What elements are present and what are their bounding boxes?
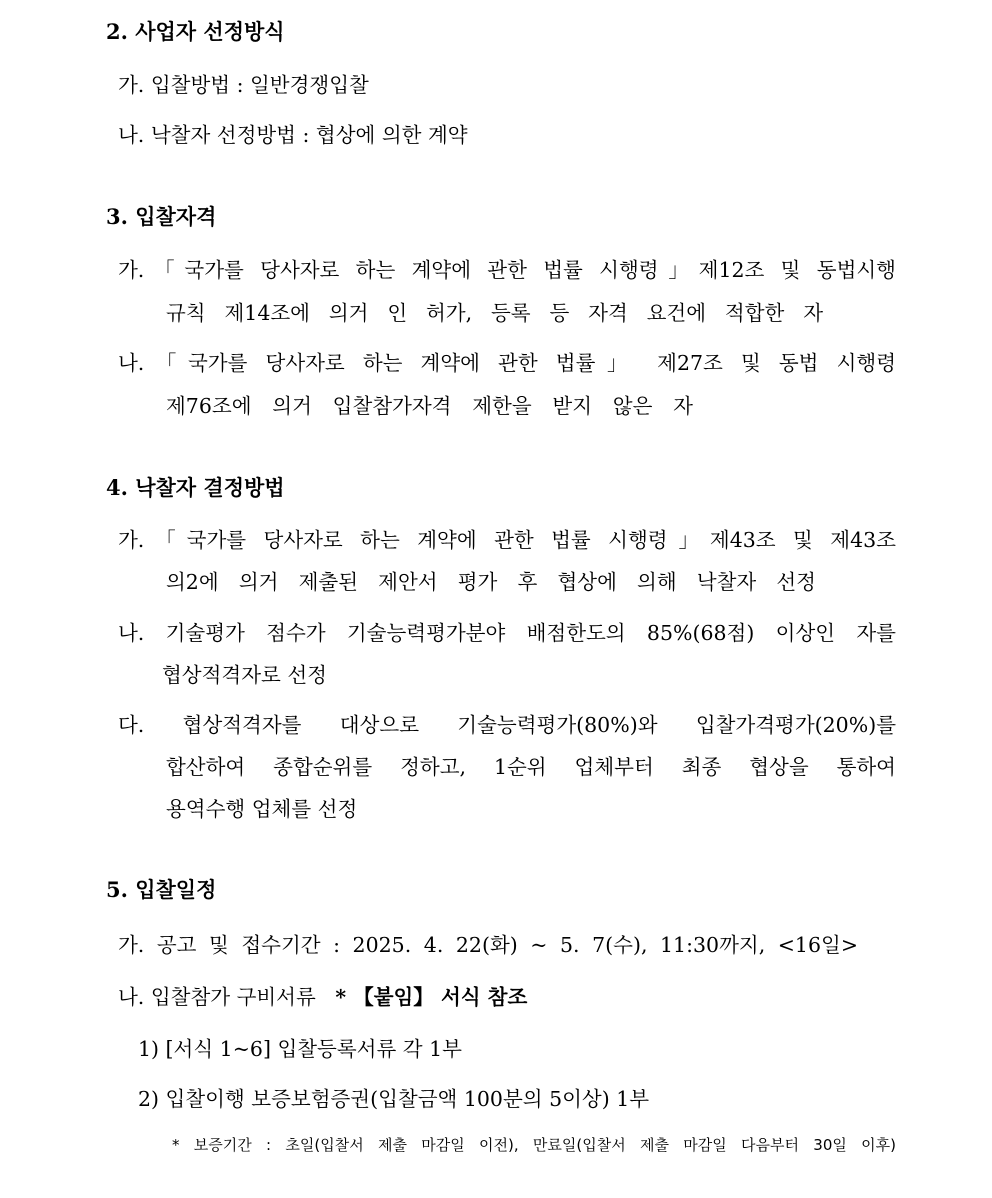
section-2-title: 2. 사업자 선정방식 — [106, 19, 285, 44]
section-4-item-ga-line2: 의2에 의거 제출된 제안서 평가 후 협상에 의해 낙찰자 선정 — [166, 570, 816, 594]
section-4-item-da-line1: 다. 협상적격자를 대상으로 기술능력평가(80%)와 입찰가격평가(20%)를 — [118, 713, 896, 737]
section-3-item-na-line1: 나.「국가를 당사자로 하는 계약에 관한 법률」 제27조 및 동법 시행령 — [118, 351, 896, 375]
section-4-item-da-line3: 용역수행 업체를 선정 — [166, 797, 358, 821]
section-2-item-ga: 가. 입찰방법 : 일반경쟁입찰 — [118, 73, 369, 97]
section-4-item-na-line1: 나. 기술평가 점수가 기술능력평가분야 배점한도의 85%(68점) 이상인 자를 — [118, 621, 896, 645]
section-2-item-na: 나. 낙찰자 선정방법 : 협상에 의한 계약 — [118, 123, 468, 147]
section-5-item-na-reference: * 【붙임】 서식 참조 — [335, 985, 528, 1009]
section-4-item-da-line2: 합산하여 종합순위를 정하고, 1순위 업체부터 최종 협상을 통하여 — [166, 755, 896, 779]
section-5-subitem-2: 2) 입찰이행 보증보험증권(입찰금액 100분의 5이상) 1부 — [138, 1087, 650, 1111]
section-5-item-na — [118, 983, 527, 1011]
section-3-item-ga-line1: 가.「국가를 당사자로 하는 계약에 관한 법률 시행령」제12조 및 동법시행 — [118, 258, 896, 282]
section-5-subitem-1: 1) [서식 1~6] 입찰등록서류 각 1부 — [138, 1037, 462, 1061]
section-3-item-na-line2: 제76조에 의거 입찰참가자격 제한을 받지 않은 자 — [166, 394, 693, 418]
section-5-item-na-text: 나. 입찰참가 구비서류 — [118, 985, 316, 1009]
section-5-title: 5. 입찰일정 — [106, 877, 217, 902]
section-4-title: 4. 낙찰자 결정방법 — [106, 475, 285, 500]
section-5-item-ga: 가. 공고 및 접수기간 : 2025. 4. 22(화) ~ 5. 7(수), 11:30까지, <16일> — [118, 933, 858, 957]
section-4-item-na-line2: 협상적격자로 선정 — [162, 663, 327, 687]
section-3-title: 3. 입찰자격 — [106, 204, 217, 229]
section-3-item-ga-line2: 규칙 제14조에 의거 인 허가, 등록 등 자격 요건에 적합한 자 — [166, 301, 823, 325]
section-4-item-ga-line1: 가.「국가를 당사자로 하는 계약에 관한 법률 시행령」제43조 및 제43조 — [118, 528, 896, 552]
section-5-guarantee-note: * 보증기간 : 초일(입찰서 제출 마감일 이전), 만료일(입찰서 제출 마감일 다음부터 30일 이후) — [172, 1136, 896, 1154]
